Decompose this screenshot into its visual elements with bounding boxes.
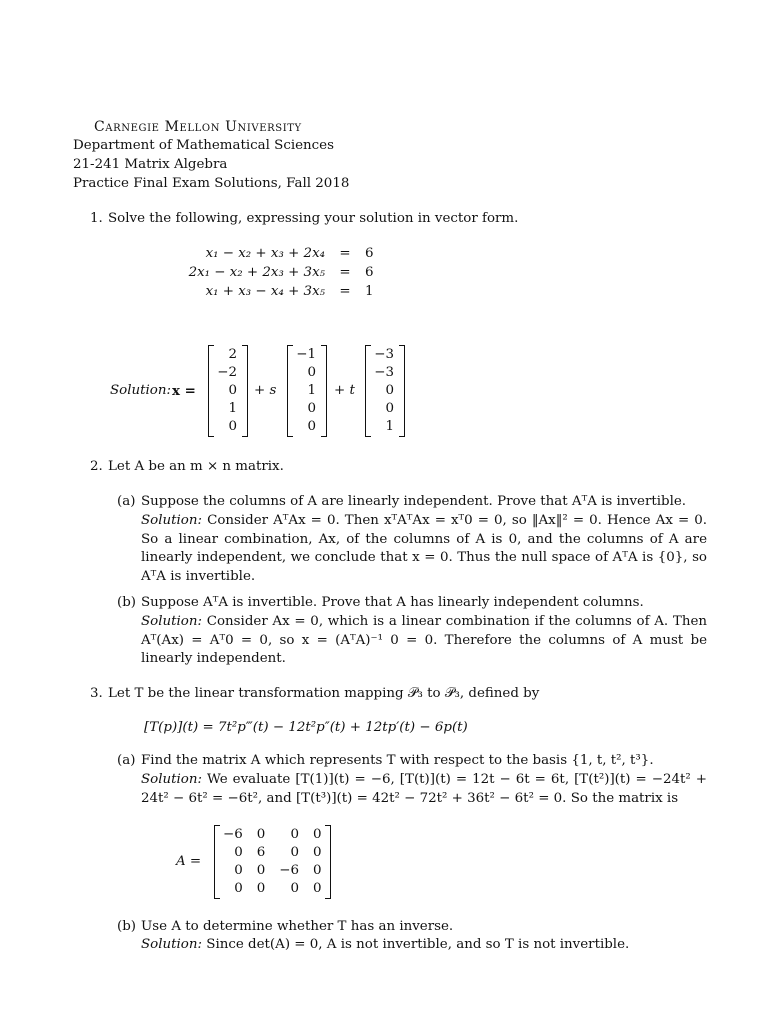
q3a-label: (a) — [117, 753, 136, 768]
vector-entry: 1 — [307, 383, 316, 398]
equation-lhs: 2x₁ − x₂ + 2x₃ + 3x₅ — [188, 265, 325, 280]
matrix-entry: 0 — [290, 845, 300, 860]
q3b-label: (b) — [117, 919, 137, 934]
university-name: Carnegie Mellon University — [94, 119, 302, 135]
q3a-solution — [141, 771, 707, 808]
vector-entry: 0 — [307, 401, 316, 416]
q2b-text: Suppose AᵀA is invertible. Prove that A has linearly independent columns. — [141, 595, 644, 610]
q2a-text: Suppose the columns of A are linearly independent. Prove that AᵀA is invertible. — [141, 494, 687, 509]
q3b-text: Use A to determine whether T has an inverse. — [141, 919, 454, 934]
q1-solution-var: x = — [172, 383, 196, 399]
equation-lhs: x₁ − x₂ + x₃ + 2x₄ — [205, 246, 325, 261]
vector-entry: 1 — [385, 419, 394, 434]
matrix-entry: 0 — [234, 863, 243, 878]
vector-entry: 1 — [228, 401, 237, 416]
matrix-entry: 0 — [234, 845, 243, 860]
q2b-solution-text: Consider Ax = 0, which is a linear combination if the columns of A. Then Aᵀ(Ax) = Aᵀ0 = 0, so x = (AᵀA)⁻¹ 0 = 0. Therefore the columns of A must be linearly independent. — [141, 614, 707, 666]
q1-solution-label: Solution: — [110, 383, 172, 398]
q1-prompt: Solve the following, expressing your solution in vector form. — [108, 211, 519, 226]
matrix-entry: 0 — [313, 827, 322, 842]
equation-rhs: 6 — [365, 265, 374, 280]
matrix-entry: 0 — [256, 863, 266, 878]
q2a-label: (a) — [117, 494, 136, 509]
q2-number: 2. — [90, 459, 103, 474]
matrix-entry: 0 — [256, 881, 266, 896]
equation-row — [140, 265, 374, 284]
equation-eq: = — [339, 265, 351, 280]
q3-prompt: Let T be the linear transformation mapping 𝒫₃ to 𝒫₃, defined by — [108, 686, 540, 701]
vector-entry: 0 — [385, 401, 394, 416]
q3-definition: [T(p)](t) = 7t²p‴(t) − 12t²p″(t) + 12tp′(t) − 6p(t) — [144, 720, 468, 735]
q1-plus-s: + s — [254, 383, 277, 398]
q3a-solution-text: We evaluate [T(1)](t) = −6, [T(t)](t) = 12t − 6t = 6t, [T(t²)](t) = −24t² + 24t² − 6t² = −6t², and [T(t³)](t) = 42t² − 72t² + 36t² − 6t² = 0. So the matrix is — [141, 772, 707, 806]
vector-entry: 0 — [228, 419, 237, 434]
q3-matrix-label: A = — [176, 854, 202, 869]
vector-entry: −2 — [217, 365, 237, 380]
vector-entry: 0 — [385, 383, 394, 398]
q1-equation-system — [140, 246, 374, 303]
matrix-entry: 0 — [290, 881, 300, 896]
matrix-entry: 0 — [313, 881, 322, 896]
q2-prompt: Let A be an m × n matrix. — [108, 459, 284, 474]
q3-matrix — [214, 826, 331, 898]
equation-eq: = — [339, 246, 351, 261]
solution-label: Solution: — [141, 937, 203, 952]
solution-label: Solution: — [141, 614, 203, 629]
matrix-entry: −6 — [223, 827, 243, 842]
q1-vector-s — [287, 346, 327, 436]
matrix-entry: 0 — [234, 881, 243, 896]
solution-label: Solution: — [141, 513, 203, 528]
q2b-solution — [141, 613, 707, 669]
q1-vector-particular — [208, 346, 248, 436]
matrix-entry: 0 — [256, 827, 266, 842]
vector-entry: 0 — [228, 383, 237, 398]
q3b-solution-text: Since det(A) = 0, A is not invertible, and so T is not invertible. — [206, 937, 630, 952]
exam-title: Practice Final Exam Solutions, Fall 2018 — [73, 176, 350, 191]
vector-entry: 0 — [307, 419, 316, 434]
course-name: 21-241 Matrix Algebra — [73, 157, 228, 172]
vector-entry: −3 — [374, 365, 394, 380]
equation-lhs: x₁ + x₃ − x₄ + 3x₅ — [205, 284, 325, 299]
matrix-entry: 6 — [256, 845, 266, 860]
vector-entry: 0 — [307, 365, 316, 380]
matrix-entry: −6 — [279, 863, 300, 878]
q1-number: 1. — [90, 211, 103, 226]
q2a-solution — [141, 512, 707, 586]
q1-plus-t: + t — [334, 383, 355, 398]
matrix-entry: 0 — [290, 827, 300, 842]
solution-label: Solution: — [141, 772, 203, 787]
q3a-text: Find the matrix A which represents T with respect to the basis {1, t, t², t³}. — [141, 753, 654, 768]
vector-entry: −1 — [296, 347, 316, 362]
department-name: Department of Mathematical Sciences — [73, 138, 334, 153]
vector-entry: 2 — [228, 347, 237, 362]
q2b-label: (b) — [117, 595, 137, 610]
equation-rhs: 6 — [365, 246, 374, 261]
equation-row — [140, 246, 374, 265]
q3-number: 3. — [90, 686, 103, 701]
equation-row — [140, 284, 374, 303]
equation-rhs: 1 — [365, 284, 374, 299]
vector-entry: −3 — [374, 347, 394, 362]
q2a-solution-text: Consider AᵀAx = 0. Then xᵀAᵀAx = xᵀ0 = 0, so ‖Ax‖² = 0. Hence Ax = 0. So a linear combination, Ax, of the columns of A is 0, and the columns of A are linearly independent, we conclude that x = 0. Thus the null space of AᵀA is {0}, so AᵀA is invertible. — [141, 513, 707, 584]
q1-vector-t — [365, 346, 405, 436]
equation-eq: = — [339, 284, 351, 299]
matrix-entry: 0 — [313, 845, 322, 860]
matrix-entry: 0 — [313, 863, 322, 878]
q3b-solution — [141, 937, 629, 952]
